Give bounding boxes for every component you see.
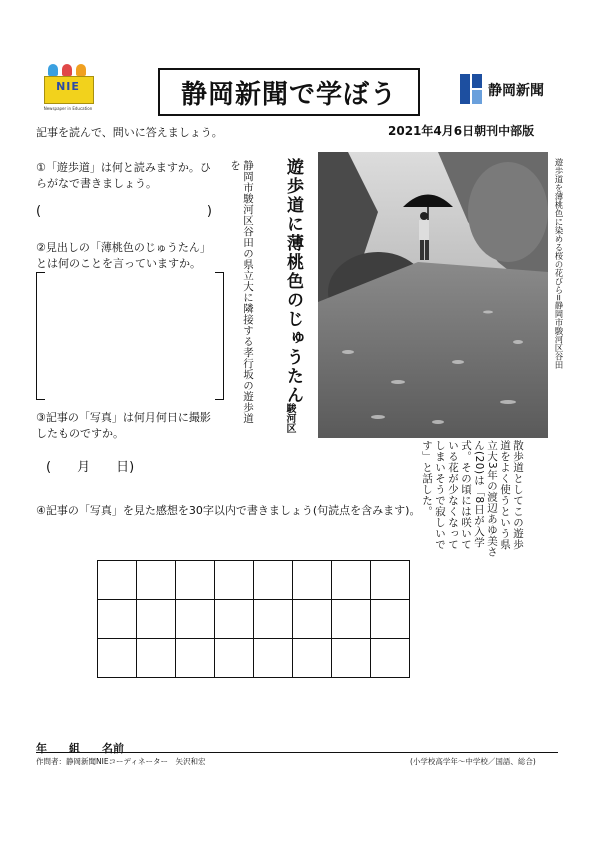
grid-cell[interactable]	[332, 561, 371, 600]
answer-1-field[interactable]	[36, 204, 212, 219]
answer-3-field[interactable]: ( 月 日)	[46, 460, 135, 475]
edition-date: 2021年4月6日朝刊中部版	[388, 124, 535, 138]
grid-cell[interactable]	[137, 561, 176, 600]
grade-level: (小学校高学年～中学校／国語、総合)	[410, 757, 536, 766]
answer-4-grid[interactable]	[97, 560, 410, 678]
grid-cell[interactable]	[371, 600, 410, 639]
name-line: 年 組 名前	[36, 742, 124, 755]
grid-cell[interactable]	[215, 561, 254, 600]
grid-cell[interactable]	[137, 600, 176, 639]
article-region: 駿河区	[284, 403, 295, 433]
nie-logo-text: NIE	[56, 80, 80, 93]
article-body-1: 静岡市駿河区谷田の県立大に隣接する孝行坂の遊歩道を	[229, 160, 254, 424]
page-title: 静岡新聞で学ぼう	[180, 79, 397, 110]
grid-cell[interactable]	[254, 639, 293, 678]
grid-cell[interactable]	[371, 639, 410, 678]
question-1: ①「遊歩道」は何と読みますか。ひらがなで書きましょう。	[36, 161, 211, 190]
brand-name: 静岡新聞	[488, 83, 544, 99]
paren-close: )	[206, 204, 212, 219]
footer-divider	[36, 752, 558, 753]
answer-2-field[interactable]	[36, 272, 224, 400]
grid-cell[interactable]	[176, 600, 215, 639]
author-credit: 作問者：静岡新聞NIEコーディネーター 矢沢和宏	[36, 757, 206, 766]
grid-cell[interactable]	[332, 600, 371, 639]
grid-row	[98, 600, 410, 639]
nie-logo-caption: Newspaper in Education	[43, 106, 93, 111]
article-headline: 遊歩道に薄桃色のじゅうたん	[283, 158, 303, 405]
grid-cell[interactable]	[98, 639, 137, 678]
grid-cell[interactable]	[293, 561, 332, 600]
question-3: ③記事の「写真」は何月何日に撮影したものですか。	[36, 411, 211, 440]
paren-open: (	[36, 204, 42, 219]
grid-cell[interactable]	[293, 639, 332, 678]
nie-logo	[40, 62, 96, 114]
grid-cell[interactable]	[176, 639, 215, 678]
grid-cell[interactable]	[254, 561, 293, 600]
grid-cell[interactable]	[332, 639, 371, 678]
question-4: ④記事の「写真」を見た感想を30字以内で書きましょう(句読点を含みます)。	[36, 504, 421, 517]
grid-cell[interactable]	[98, 600, 137, 639]
grid-cell[interactable]	[371, 561, 410, 600]
grid-cell[interactable]	[293, 600, 332, 639]
grid-row	[98, 639, 410, 678]
grid-cell[interactable]	[215, 639, 254, 678]
instruction-text: 記事を読んで、問いに答えましょう。	[36, 126, 223, 139]
cherry-path-photo	[318, 152, 548, 438]
grid-cell[interactable]	[98, 561, 137, 600]
question-2: ②見出しの「薄桃色のじゅうたん」とは何のことを言っていますか。	[36, 241, 211, 270]
grid-cell[interactable]	[176, 561, 215, 600]
article-body-2: 散歩道としてこの遊歩道をよく使うという県立大3年の渡辺あゆ美さん(20)は「8日が入学式。その頃には咲いている花が少なくなってしまいそうで寂しいです」と話した。	[421, 440, 524, 558]
grid-cell[interactable]	[137, 639, 176, 678]
grid-cell[interactable]	[254, 600, 293, 639]
photo-caption: 遊歩道を薄桃色に染める桜の花びら=静岡市駿河区谷田	[553, 158, 563, 370]
shizuoka-shimbun-logo	[460, 72, 560, 106]
grid-cell[interactable]	[215, 600, 254, 639]
page-title-box	[158, 68, 420, 116]
grid-row	[98, 561, 410, 600]
